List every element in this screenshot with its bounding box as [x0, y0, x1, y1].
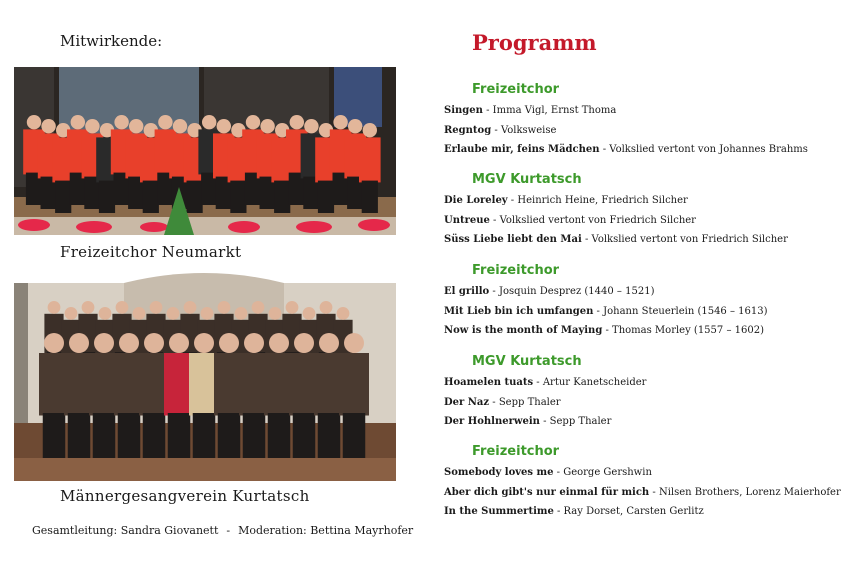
photo-caption-mgv-kurtatsch: Männergesangverein Kurtatsch — [60, 487, 310, 505]
group-title: MGV Kurtatsch — [472, 172, 582, 187]
choir-photo-freizeitchor — [14, 67, 396, 235]
program-group — [444, 354, 814, 432]
program-group — [444, 444, 841, 522]
program-item — [444, 230, 814, 250]
program-item — [444, 211, 814, 231]
program-item — [444, 463, 814, 483]
group-title: Freizeitchor — [472, 82, 560, 97]
song-detail: - Sepp Thaler — [539, 416, 612, 427]
program-item — [444, 373, 814, 393]
song-detail: - Imma Vigl, Ernst Thoma — [482, 105, 617, 116]
credits-direction: Gesamtleitung: Sandra Giovanett — [32, 524, 219, 537]
song-title: Erlaube mir, feins Mädchen — [444, 144, 600, 155]
credits-separator: - — [226, 524, 231, 537]
song-title: Der Hohlnerwein — [444, 416, 540, 427]
song-title: Die Loreley — [444, 195, 508, 206]
program-item — [444, 502, 814, 522]
song-detail: - Volksweise — [491, 124, 557, 136]
song-title: Singen — [444, 105, 483, 116]
credits-moderation: Moderation: Bettina Mayrhofer — [238, 524, 414, 537]
program-item — [444, 140, 814, 160]
hall-illustration — [14, 283, 396, 481]
song-title: Der Naz — [444, 396, 490, 408]
left-heading: Mitwirkende: — [60, 32, 163, 50]
program-item — [444, 101, 814, 121]
song-title: Somebody loves me — [444, 467, 554, 478]
choir-photo-mgv-kurtatsch — [14, 283, 396, 481]
song-title: Hoamelen tuats — [444, 377, 534, 388]
credits-line — [32, 524, 413, 537]
program-title: Programm — [472, 30, 597, 55]
program-item — [444, 302, 814, 322]
song-detail: - Sepp Thaler — [489, 396, 561, 408]
song-detail: - Artur Kanetscheider — [533, 377, 647, 388]
photo-caption-freizeitchor: Freizeitchor Neumarkt — [60, 243, 242, 261]
program-group — [444, 172, 814, 250]
program-item — [444, 483, 841, 503]
song-title: In the Summertime — [444, 506, 554, 517]
program-group — [444, 82, 814, 160]
song-title: Now is the month of Maying — [444, 325, 603, 336]
song-title: Süss Liebe liebt den Mai — [444, 234, 582, 245]
song-detail: - Volkslied vertont von Johannes Brahms — [599, 144, 808, 155]
song-title: Mit Lieb bin ich umfangen — [444, 305, 594, 317]
group-title: MGV Kurtatsch — [472, 354, 582, 369]
program-item — [444, 191, 814, 211]
stage-illustration — [14, 67, 396, 235]
program-item — [444, 121, 814, 141]
song-detail: - Volkslied vertont von Friedrich Silcher — [489, 214, 696, 226]
song-detail: - Volkslied vertont von Friedrich Silcher — [581, 234, 788, 245]
song-detail: - Nilsen Brothers, Lorenz Maierhofer — [649, 486, 841, 498]
group-title: Freizeitchor — [472, 263, 560, 278]
song-title: Regntog — [444, 124, 492, 136]
program-group — [444, 263, 814, 341]
song-detail: - George Gershwin — [553, 467, 652, 478]
song-detail: - Josquin Desprez (1440 – 1521) — [489, 286, 655, 297]
program-item — [444, 393, 814, 413]
program-item — [444, 282, 814, 302]
group-title: Freizeitchor — [472, 444, 560, 459]
program-item — [444, 412, 814, 432]
song-title: Untreue — [444, 214, 490, 226]
song-detail: - Johann Steuerlein (1546 – 1613) — [593, 305, 768, 317]
program-item — [444, 321, 814, 341]
song-title: El grillo — [444, 286, 490, 297]
song-title: Aber dich gibt's nur einmal für mich — [444, 486, 650, 498]
song-detail: - Thomas Morley (1557 – 1602) — [602, 325, 764, 336]
song-detail: - Heinrich Heine, Friedrich Silcher — [507, 195, 688, 206]
song-detail: - Ray Dorset, Carsten Gerlitz — [553, 506, 704, 517]
